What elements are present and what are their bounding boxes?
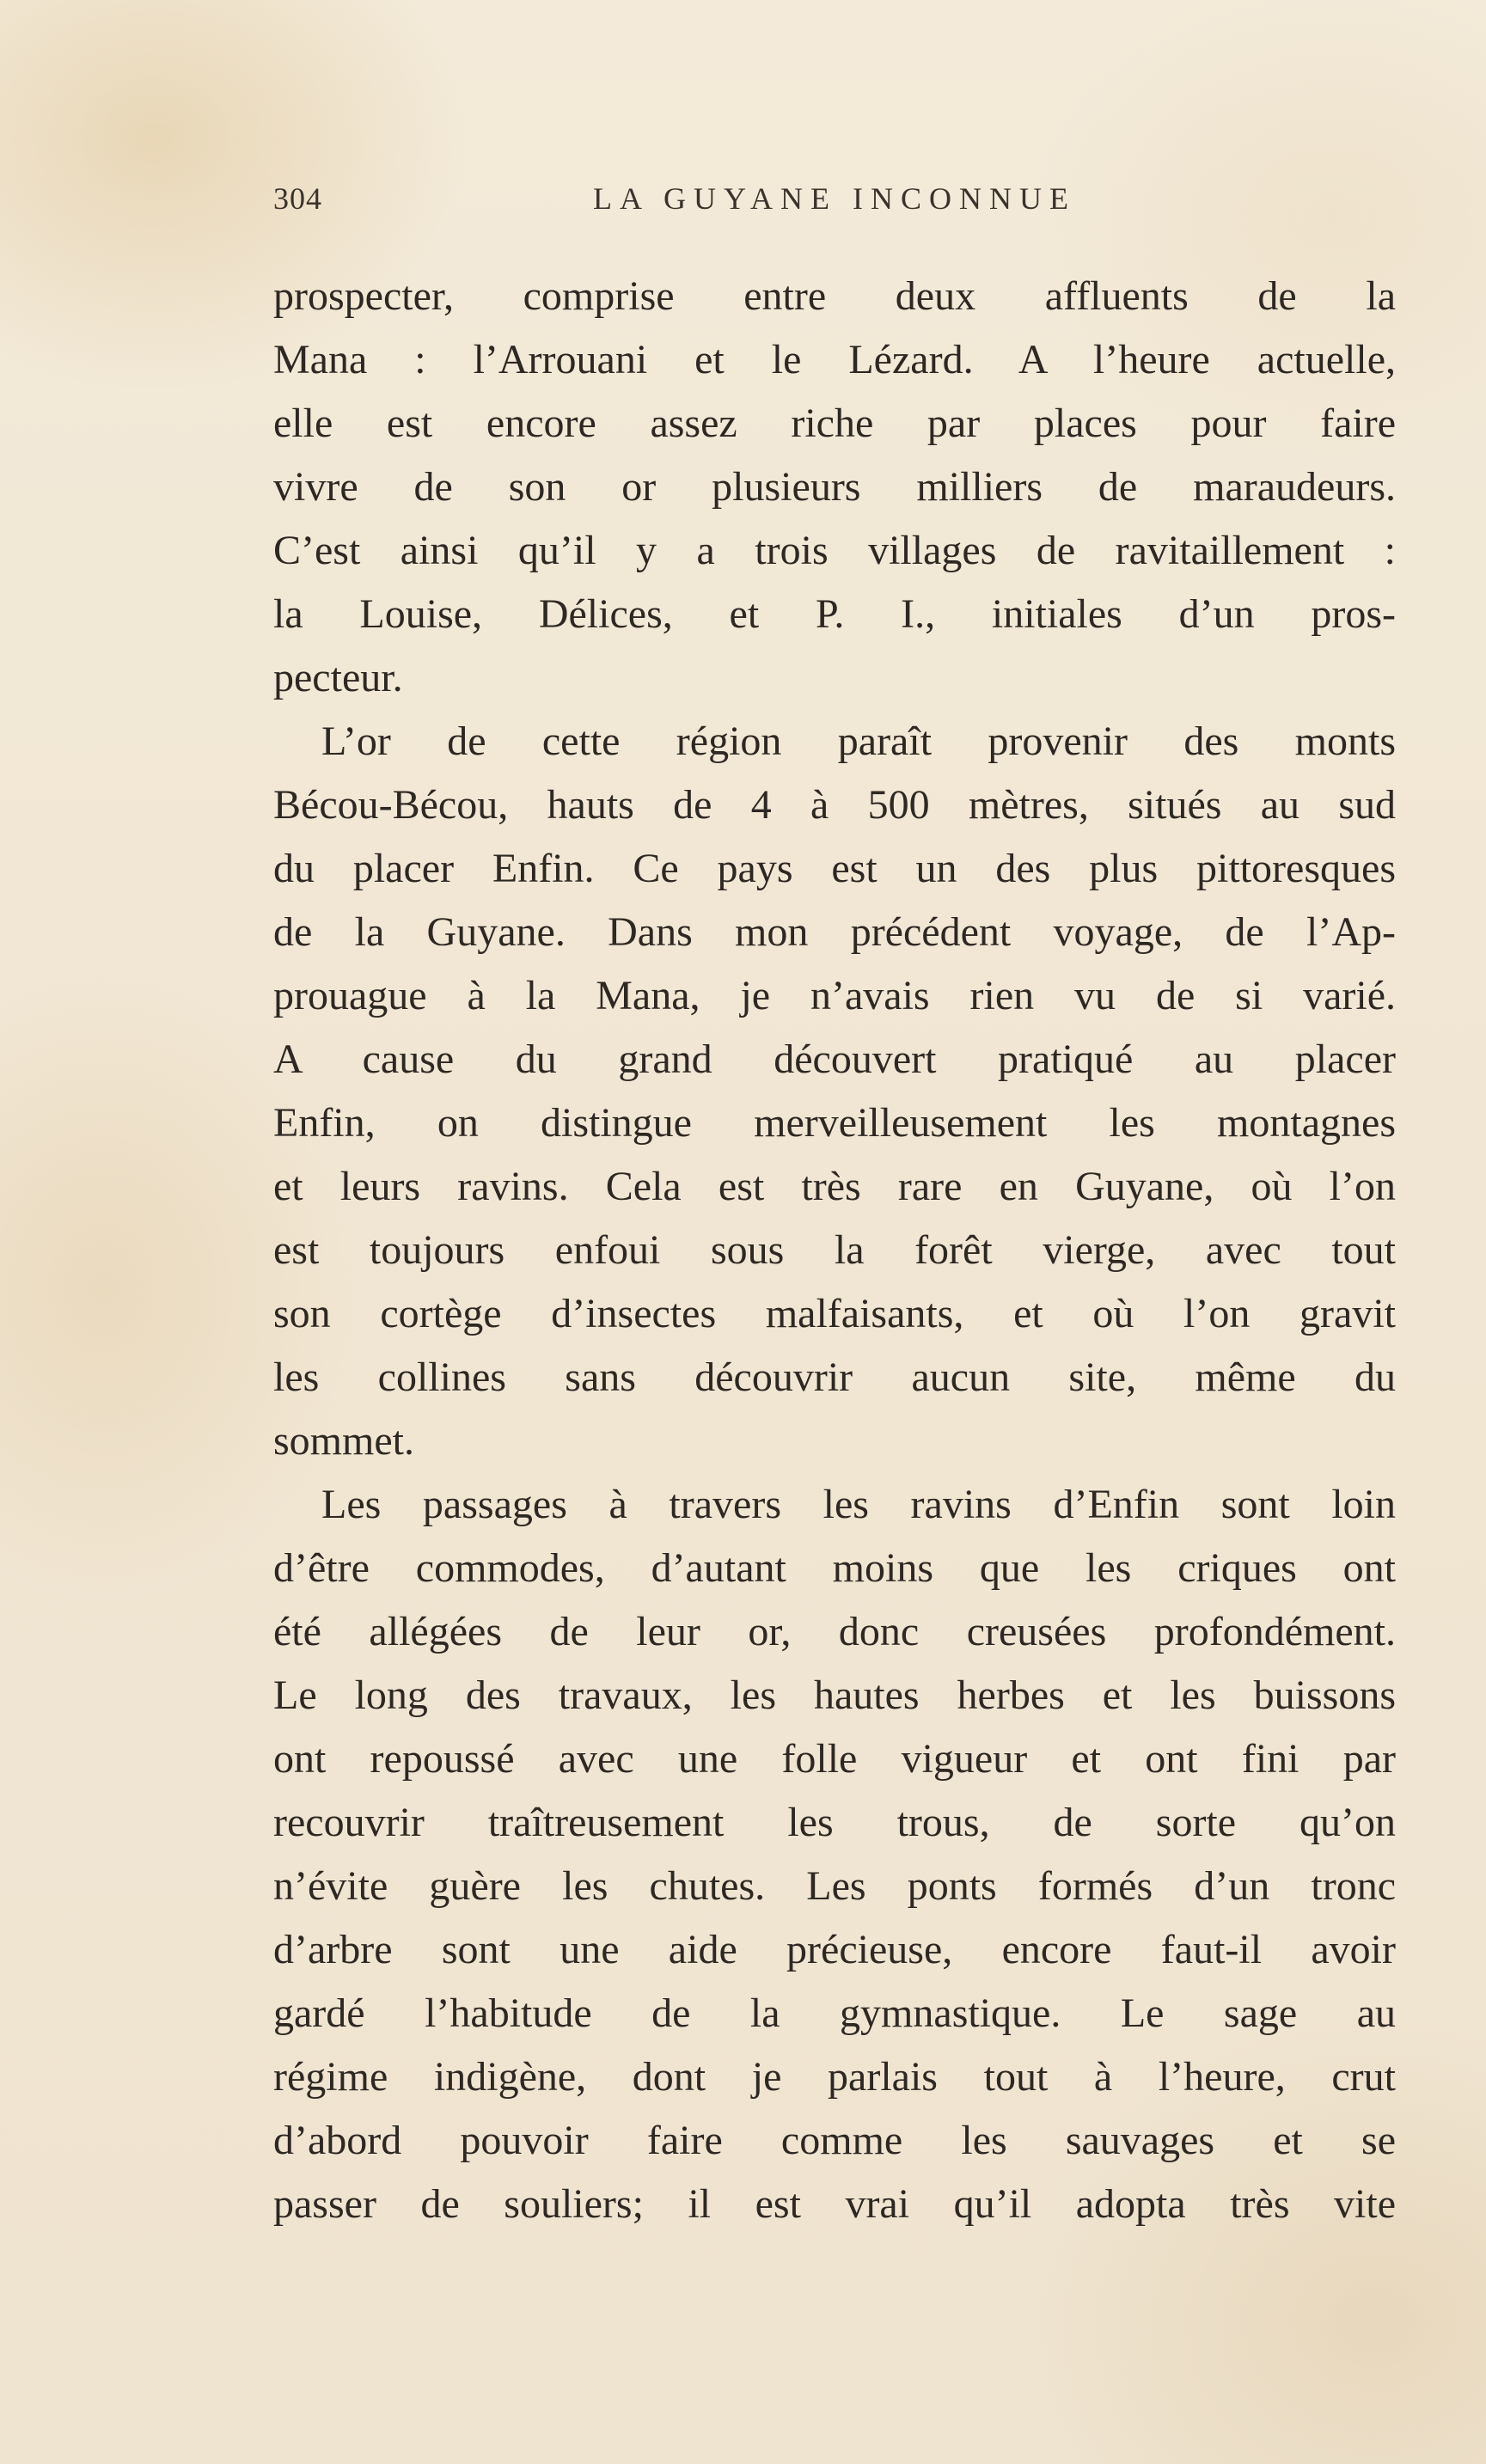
paragraph: [273, 265, 1396, 710]
text-line: passer de souliers; il est vrai qu’il adopta très vite: [273, 2181, 1396, 2227]
body-text: [273, 265, 1396, 2236]
text-line: Le long des travaux, les hautes herbes et les buissons: [273, 1672, 1396, 1718]
text-line: C’est ainsi qu’il y a trois villages de ravitaillement :: [273, 528, 1396, 573]
text-line: Les passages à travers les ravins d’Enfin sont loin: [321, 1482, 1396, 1527]
text-line: elle est encore assez riche par places pour faire: [273, 400, 1396, 446]
page-number: 304: [273, 181, 322, 216]
text-line: prospecter, comprise entre deux affluents de la: [273, 273, 1396, 319]
text-line: son cortège d’insectes malfaisants, et où l’on gravit: [273, 1291, 1396, 1336]
book-page: [273, 180, 1396, 2243]
text-line: vivre de son or plusieurs milliers de maraudeurs.: [273, 464, 1396, 510]
text-line: sommet.: [273, 1418, 414, 1464]
text-line: et leurs ravins. Cela est très rare en Guyane, où l’on: [273, 1164, 1396, 1209]
text-line: la Louise, Délices, et P. I., initiales d’un pros-: [273, 591, 1396, 637]
text-line: n’évite guère les chutes. Les ponts formés d’un tronc: [273, 1863, 1396, 1909]
text-line: Enfin, on distingue merveilleusement les montagnes: [273, 1100, 1396, 1146]
text-line: d’arbre sont une aide précieuse, encore faut-il avoir: [273, 1927, 1396, 1972]
text-line: de la Guyane. Dans mon précédent voyage, de l’Ap-: [273, 909, 1396, 955]
text-line: recouvrir traîtreusement les trous, de sorte qu’on: [273, 1800, 1396, 1845]
running-head: [273, 180, 1396, 232]
paragraph: [273, 1473, 1396, 2236]
text-line: prouague à la Mana, je n’avais rien vu de si varié.: [273, 973, 1396, 1018]
text-line: ont repoussé avec une folle vigueur et ont fini par: [273, 1736, 1396, 1782]
text-line: d’abord pouvoir faire comme les sauvages et se: [273, 2118, 1396, 2163]
text-line: L’or de cette région paraît provenir des monts: [321, 718, 1396, 764]
running-title: LA GUYANE INCONNUE: [593, 181, 1076, 216]
text-line: Mana : l’Arrouani et le Lézard. A l’heure actuelle,: [273, 337, 1396, 382]
text-line: gardé l’habitude de la gymnastique. Le sage au: [273, 1990, 1396, 2036]
text-line: est toujours enfoui sous la forêt vierge, avec tout: [273, 1227, 1396, 1273]
text-line: pecteur.: [273, 655, 403, 700]
text-line: du placer Enfin. Ce pays est un des plus pittoresques: [273, 846, 1396, 891]
text-line: A cause du grand découvert pratiqué au placer: [273, 1036, 1396, 1082]
text-line: d’être commodes, d’autant moins que les criques ont: [273, 1545, 1396, 1591]
text-line: Bécou-Bécou, hauts de 4 à 500 mètres, situés au sud: [273, 782, 1396, 828]
text-line: été allégées de leur or, donc creusées profondément.: [273, 1609, 1396, 1654]
text-line: les collines sans découvrir aucun site, même du: [273, 1354, 1396, 1400]
text-line: régime indigène, dont je parlais tout à l’heure, crut: [273, 2054, 1396, 2100]
paragraph: [273, 710, 1396, 1473]
